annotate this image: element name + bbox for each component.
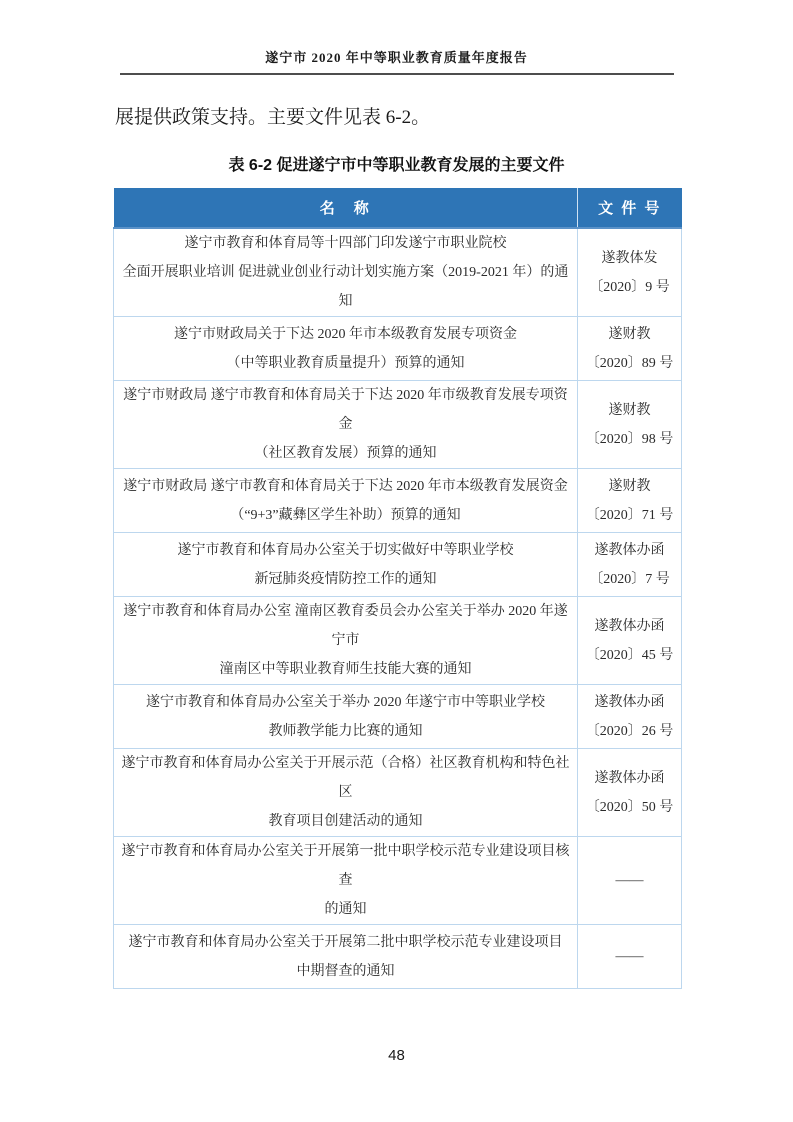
file-number-cell-line: 〔2020〕9 号	[589, 279, 670, 295]
document-name-cell-line: 的通知	[324, 902, 367, 917]
file-number-cell-line: 遂财教	[608, 402, 651, 418]
file-number-cell-line: ——	[615, 949, 644, 964]
document-name-cell-line: 新冠肺炎疫情防控工作的通知	[254, 571, 437, 587]
file-number-cell	[578, 837, 682, 925]
file-number-cell-line: 遂教体办函	[594, 770, 665, 786]
table-row	[114, 925, 682, 989]
file-number-cell-line: 〔2020〕26 号	[585, 723, 674, 739]
file-number-cell-line: 遂教体办函	[594, 542, 665, 558]
document-name-cell	[114, 925, 578, 989]
file-number-cell-line: 〔2020〕50 号	[585, 799, 674, 815]
file-number-cell-line: 遂教体办函	[594, 694, 665, 710]
document-name-cell	[114, 837, 578, 925]
file-number-cell	[578, 533, 682, 597]
column-header-name: 名 称	[114, 188, 578, 228]
document-name-cell	[114, 597, 578, 685]
file-number-cell-line: 遂财教	[608, 326, 651, 342]
table-header-row	[114, 188, 682, 228]
file-number-cell-line: 〔2020〕71 号	[585, 507, 674, 523]
file-number-cell	[578, 381, 682, 469]
running-header: 遂宁市 2020 年中等职业教育质量年度报告	[265, 50, 528, 65]
document-name-cell-line: 潼南区中等职业教育师生技能大赛的通知	[219, 662, 472, 677]
document-name-cell-line: 遂宁市教育和体育局办公室关于开展示范（合格）社区教育机构和特色社区	[121, 756, 570, 800]
intro-paragraph: 展提供政策支持。主要文件见表 6-2。	[115, 107, 431, 128]
table-row	[114, 749, 682, 837]
table-title: 表 6-2 促进遂宁市中等职业教育发展的主要文件	[228, 157, 565, 174]
document-name-cell-line: 遂宁市教育和体育局办公室 潼南区教育委员会办公室关于举办 2020 年遂宁市	[123, 604, 568, 648]
table-row	[114, 317, 682, 381]
file-number-cell-line: 〔2020〕89 号	[585, 355, 674, 371]
table-row	[114, 381, 682, 469]
document-name-cell-line: 教育项目创建活动的通知	[268, 814, 423, 829]
file-number-cell	[578, 469, 682, 533]
document-name-cell-line: 遂宁市教育和体育局办公室关于举办 2020 年遂宁市中等职业学校	[146, 694, 545, 710]
table-row	[114, 533, 682, 597]
column-header-file-no: 文 件 号	[578, 188, 682, 228]
file-number-cell-line: 遂教体发	[601, 250, 658, 266]
table-body	[114, 228, 682, 989]
file-number-cell	[578, 597, 682, 685]
file-number-cell	[578, 749, 682, 837]
document-name-cell	[114, 317, 578, 381]
document-name-cell	[114, 685, 578, 749]
document-name-cell	[114, 228, 578, 317]
document-name-cell-line: 遂宁市财政局 遂宁市教育和体育局关于下达 2020 年市级教育发展专项资金	[123, 388, 568, 432]
document-name-cell-line: 遂宁市教育和体育局办公室关于开展第一批中职学校示范专业建设项目核查	[121, 844, 570, 888]
file-number-cell-line: ——	[615, 873, 644, 888]
file-number-cell-line: 〔2020〕98 号	[585, 431, 674, 447]
document-name-cell-line: （“9+3”藏彝区学生补助）预算的通知	[230, 507, 461, 523]
document-name-cell	[114, 533, 578, 597]
file-number-cell	[578, 925, 682, 989]
document-name-cell-line: 教师教学能力比赛的通知	[268, 723, 423, 739]
document-name-cell	[114, 469, 578, 533]
document-name-cell-line: （中等职业教育质量提升）预算的通知	[226, 355, 465, 371]
document-name-cell	[114, 749, 578, 837]
document-name-cell-line: 遂宁市教育和体育局办公室关于切实做好中等职业学校	[177, 542, 514, 558]
file-number-cell-line: 〔2020〕45 号	[585, 647, 674, 663]
document-name-cell-line: 遂宁市财政局 遂宁市教育和体育局关于下达 2020 年市本级教育发展资金	[123, 478, 568, 494]
table-row	[114, 837, 682, 925]
table-row	[114, 228, 682, 317]
file-number-cell-line: 遂财教	[608, 478, 651, 494]
file-number-cell	[578, 228, 682, 317]
documents-table	[113, 188, 682, 989]
header-rule	[120, 73, 674, 75]
table-row	[114, 597, 682, 685]
table-row	[114, 685, 682, 749]
document-name-cell	[114, 381, 578, 469]
table-row	[114, 469, 682, 533]
document-name-cell-line: 遂宁市教育和体育局办公室关于开展第二批中职学校示范专业建设项目	[128, 934, 563, 950]
file-number-cell-line: 遂教体办函	[594, 618, 665, 634]
file-number-cell	[578, 685, 682, 749]
file-number-cell	[578, 317, 682, 381]
document-name-cell-line: 中期督查的通知	[296, 963, 395, 979]
document-name-cell-line: 遂宁市财政局关于下达 2020 年市本级教育发展专项资金	[174, 326, 517, 342]
document-name-cell-line: （社区教育发展）预算的通知	[254, 446, 437, 461]
file-number-cell-line: 〔2020〕7 号	[589, 571, 670, 587]
page-number: 48	[388, 1047, 405, 1064]
document-name-cell-line: 全面开展职业培训 促进就业创业行动计划实施方案（2019-2021 年）的通知	[122, 265, 569, 309]
document-name-cell-line: 遂宁市教育和体育局等十四部门印发遂宁市职业院校	[184, 236, 507, 251]
